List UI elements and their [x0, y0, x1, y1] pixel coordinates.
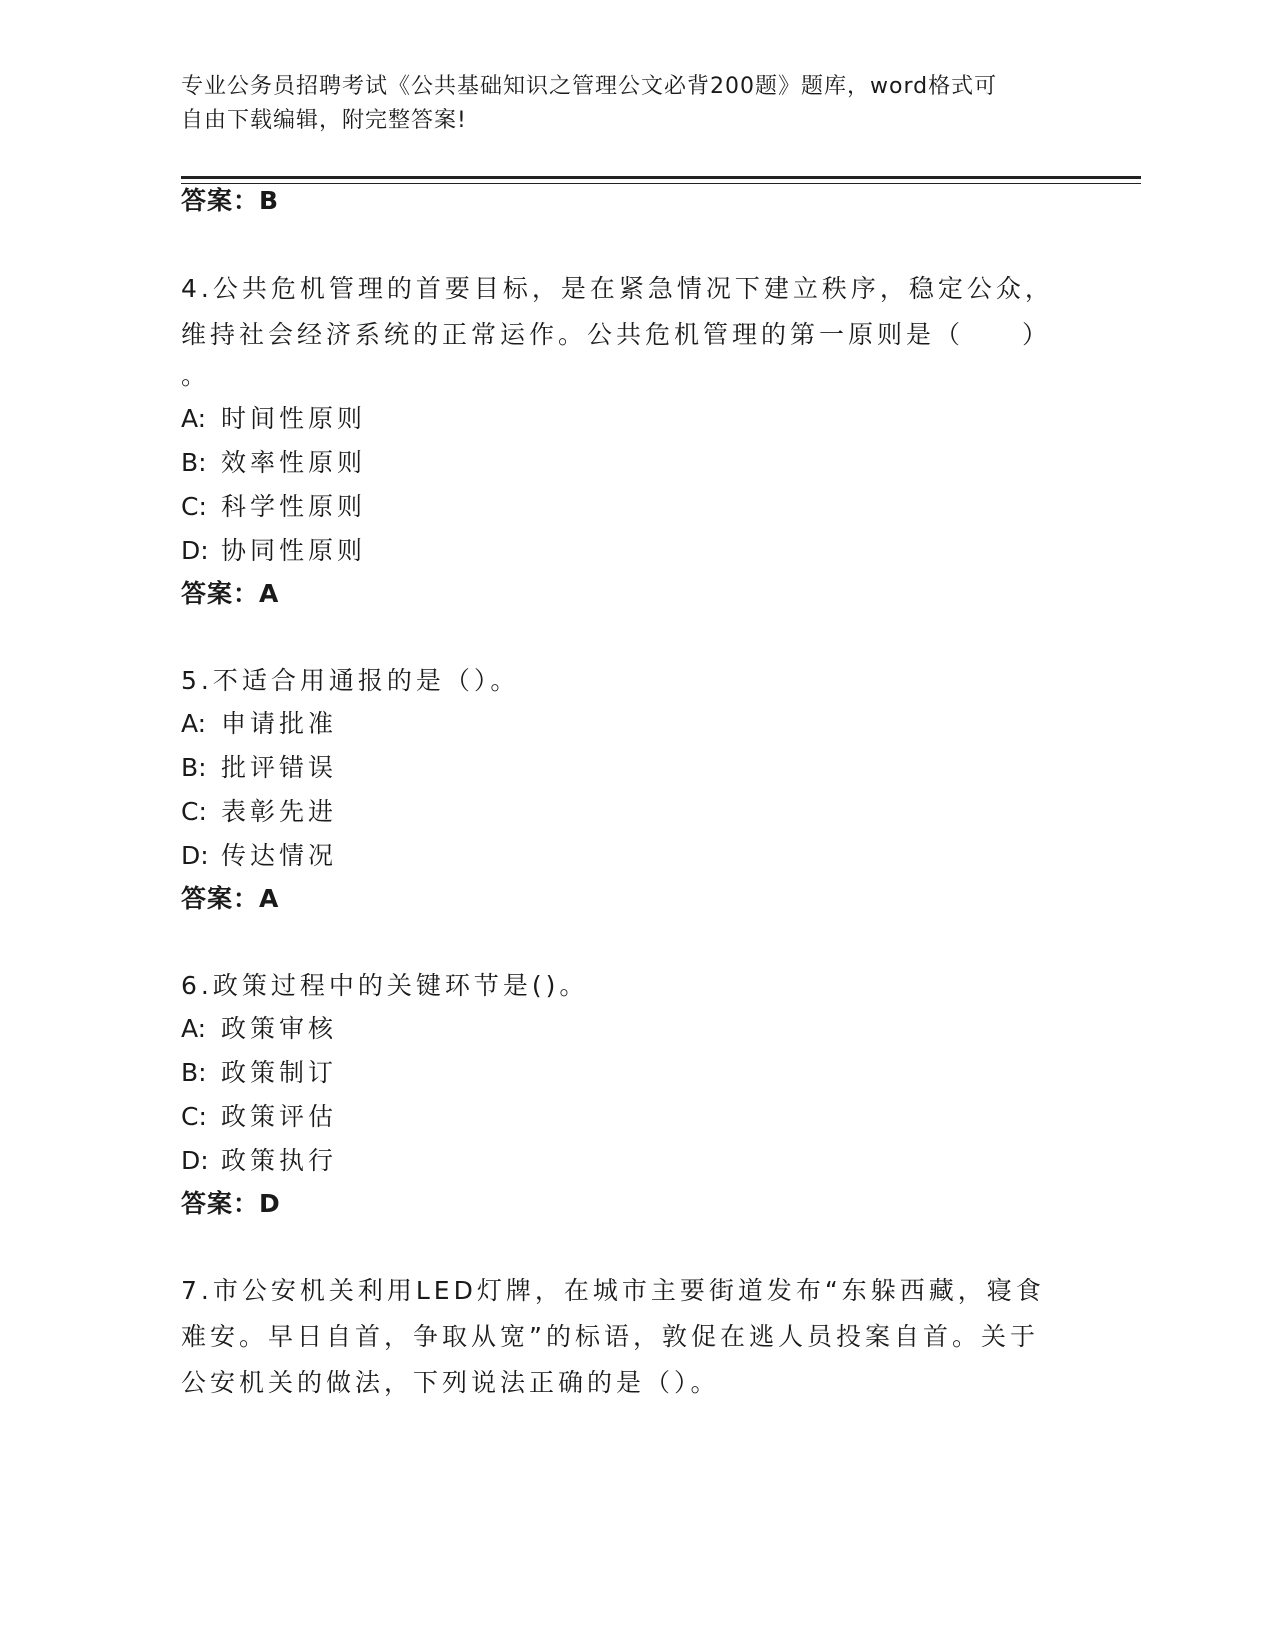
option-text: 协同性原则: [221, 536, 367, 565]
option-key: D:: [181, 841, 209, 870]
option-key: C:: [181, 492, 207, 521]
question-4-option-c: [181, 490, 366, 524]
option-text: 政策审核: [221, 1014, 338, 1043]
option-text: 表彰先进: [221, 797, 338, 826]
question-5-answer: 答案：A: [181, 884, 280, 913]
option-key: A:: [181, 1014, 207, 1043]
header-divider-thin: [181, 183, 1141, 184]
option-key: B:: [181, 448, 207, 477]
option-key: A:: [181, 404, 207, 433]
question-7-line-3: 公安机关的做法，下列说法正确的是（）。: [181, 1368, 720, 1397]
question-6-option-d: [181, 1144, 337, 1178]
question-6-option-b: [181, 1056, 337, 1090]
question-4-text: [181, 266, 1061, 394]
question-7-line-1: 7.市公安机关利用LED灯牌，在城市主要街道发布“东躲西藏，寝食: [181, 1276, 1045, 1305]
header-line-2: 自由下载编辑，附完整答案!: [181, 108, 467, 133]
question-4-option-a: [181, 402, 366, 436]
question-4-line-1: 4.公共危机管理的首要目标，是在紧急情况下建立秩序，稳定公众，: [181, 274, 1054, 303]
answer-previous: 答案：B: [181, 186, 280, 215]
option-text: 效率性原则: [221, 448, 367, 477]
question-5-option-b: [181, 751, 337, 785]
option-key: B:: [181, 1058, 207, 1087]
option-key: D:: [181, 1146, 209, 1175]
option-text: 时间性原则: [221, 404, 367, 433]
question-4-line-2: 维持社会经济系统的正常运作。公共危机管理的第一原则是（ ）: [181, 320, 1052, 349]
option-text: 政策评估: [221, 1102, 338, 1131]
question-5-text: [181, 658, 1061, 704]
option-key: C:: [181, 1102, 207, 1131]
question-4-option-d: [181, 534, 366, 568]
question-6-answer: 答案：D: [181, 1189, 281, 1218]
header-line-1: 专业公务员招聘考试《公共基础知识之管理公文必背200题》题库，word格式可: [181, 74, 998, 99]
option-key: D:: [181, 536, 209, 565]
option-key: A:: [181, 709, 207, 738]
question-6-text: [181, 963, 1061, 1009]
question-4-option-b: [181, 446, 366, 480]
question-6-option-c: [181, 1100, 337, 1134]
option-text: 申请批准: [221, 709, 338, 738]
question-6-line-1: 6.政策过程中的关键环节是()。: [181, 971, 589, 1000]
question-5-option-a: [181, 707, 337, 741]
header-divider-thick: [181, 176, 1141, 179]
option-text: 政策制订: [221, 1058, 338, 1087]
question-7-line-2: 难安。早日自首，争取从宽”的标语，敦促在逃人员投案自首。关于: [181, 1322, 1039, 1351]
question-5-line-1: 5.不适合用通报的是（）。: [181, 666, 520, 695]
option-key: B:: [181, 753, 207, 782]
document-header: [181, 70, 1061, 138]
question-7-text: [181, 1268, 1061, 1406]
option-text: 传达情况: [221, 841, 338, 870]
option-text: 科学性原则: [221, 492, 367, 521]
question-5-option-d: [181, 839, 337, 873]
option-text: 批评错误: [221, 753, 338, 782]
question-4-answer: 答案：A: [181, 579, 280, 608]
question-6-option-a: [181, 1012, 337, 1046]
question-5-option-c: [181, 795, 337, 829]
question-4-line-3: 。: [181, 361, 211, 390]
option-key: C:: [181, 797, 207, 826]
option-text: 政策执行: [221, 1146, 338, 1175]
